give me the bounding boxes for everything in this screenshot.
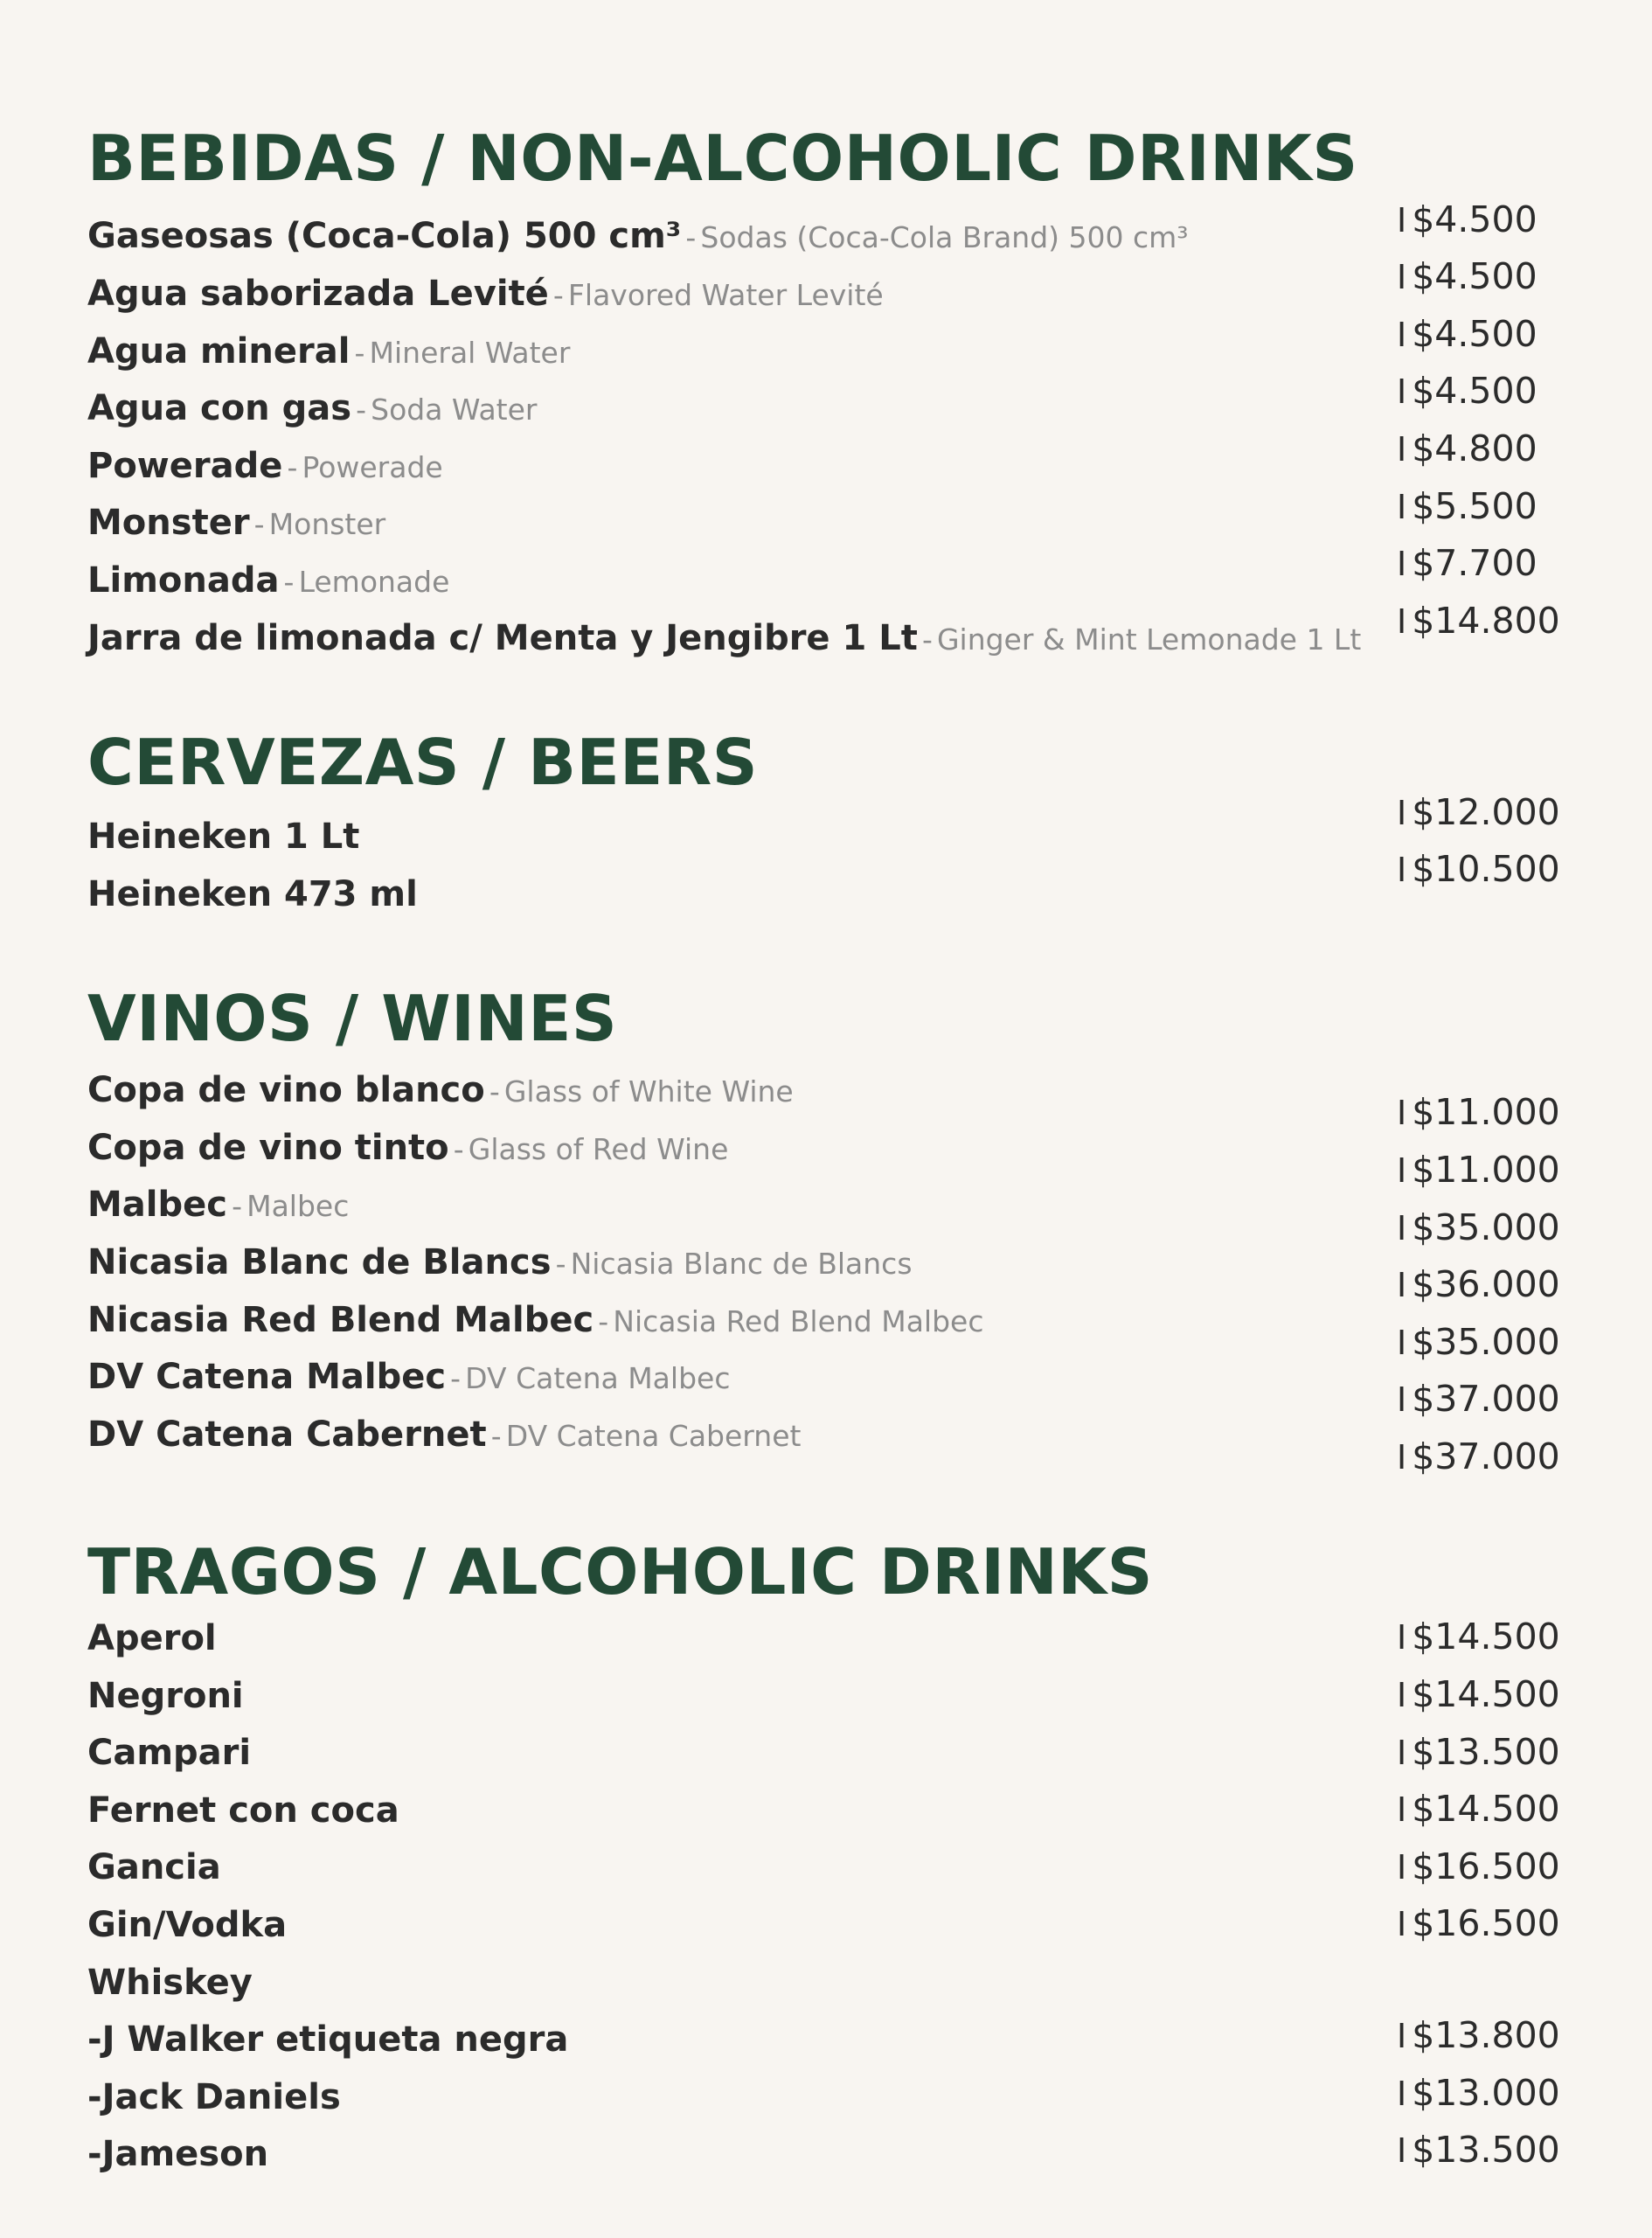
separator: - [253,507,265,541]
menu-item [87,1128,729,1168]
section-heading-bebidas: BEBIDAS / NON-ALCOHOLIC DRINKS [87,122,1358,195]
section-heading-cervezas: CERVEZAS / BEERS [87,726,759,799]
separator: - [453,1132,464,1166]
item-price: I $35.000 [1397,1206,1560,1248]
menu-item [87,274,884,314]
item-price: I $5.500 [1397,485,1537,527]
menu-item [87,1618,217,1658]
item-name: Negroni [87,1676,244,1716]
price-bar: I [1397,1438,1407,1477]
section-heading-vinos: VINOS / WINES [87,982,618,1055]
item-price: I $36.000 [1397,1263,1560,1305]
menu-item [87,1790,399,1831]
separator: - [450,1361,462,1395]
separator: - [356,393,367,427]
item-name: Campari [87,1733,252,1773]
separator: - [555,1247,566,1281]
menu-item [87,2077,341,2117]
price-bar: I [1397,430,1407,469]
item-name: Whiskey [87,1963,253,2003]
item-name: Agua con gas [87,388,352,428]
price-bar: I [1397,1209,1407,1248]
price-bar: I [1397,545,1407,583]
separator: - [552,278,564,312]
item-name: Gancia [87,1847,221,1887]
item-name: DV Catena Malbec [87,1357,447,1397]
item-name: Malbec [87,1185,227,1225]
item-price: I $7.700 [1397,542,1537,584]
item-name: DV Catena Cabernet [87,1414,487,1455]
item-name: Agua saborizada Levité [87,274,549,314]
item-translation: Ginger & Mint Lemonade 1 Lt [936,622,1362,657]
item-translation: Soda Water [371,393,538,427]
item-price: I $4.800 [1397,427,1537,469]
menu-item [87,1185,350,1225]
price-bar: I [1397,1266,1407,1304]
menu-item [87,1300,984,1340]
item-price: I $14.800 [1397,600,1560,642]
item-translation: Sodas (Coca-Cola Brand) 500 cm³ [700,220,1189,254]
item-price: I $16.500 [1397,1902,1560,1944]
item-translation: Nicasia Red Blend Malbec [613,1304,984,1338]
item-price: I $10.500 [1397,848,1560,890]
item-name: Nicasia Red Blend Malbec [87,1300,594,1340]
menu-item [87,1676,244,1716]
menu-item [87,560,450,601]
price-bar: I [1397,1848,1407,1887]
item-price: I $11.000 [1397,1091,1560,1133]
item-price: I $35.000 [1397,1321,1560,1363]
item-translation: Glass of White Wine [503,1074,794,1109]
menu-item [87,1963,253,2003]
item-price: I $4.500 [1397,313,1537,355]
item-translation: Malbec [246,1189,350,1223]
menu-item [87,1414,802,1455]
price-bar: I [1397,1790,1407,1829]
separator: - [354,336,365,370]
item-price: I $13.500 [1397,2129,1560,2171]
price-bar: I [1397,1676,1407,1714]
menu-item [87,331,571,372]
price-bar: I [1397,1324,1407,1362]
menu-item [87,618,1362,658]
item-name: Nicasia Blanc de Blancs [87,1242,552,1282]
price-bar: I [1397,201,1407,240]
item-price: I $14.500 [1397,1616,1560,1658]
price-bar: I [1397,851,1407,889]
item-name: Monster [87,503,250,543]
menu-item [87,388,538,428]
item-price: I $14.500 [1397,1673,1560,1715]
item-name: Heineken 1 Lt [87,817,360,857]
separator: - [685,220,697,254]
menu-item [87,1733,252,1773]
price-bar: I [1397,1618,1407,1657]
item-price: I $4.500 [1397,255,1537,297]
separator: - [598,1304,609,1338]
price-bar: I [1397,794,1407,832]
item-name: Jarra de limonada c/ Menta y Jengibre 1 Lt [87,618,918,658]
price-bar: I [1397,488,1407,526]
item-price: I $16.500 [1397,1845,1560,1887]
item-name: Fernet con coca [87,1790,399,1831]
item-name: -Jameson [87,2134,269,2174]
item-price: I $37.000 [1397,1435,1560,1477]
item-price: I $13.800 [1397,2014,1560,2056]
item-name: -Jack Daniels [87,2077,341,2117]
price-bar: I [1397,258,1407,296]
item-translation: DV Catena Cabernet [505,1419,802,1453]
menu-item [87,1905,288,1945]
item-translation: Glass of Red Wine [468,1132,729,1166]
item-price: I $13.000 [1397,2072,1560,2114]
price-bar: I [1397,1734,1407,1772]
price-bar: I [1397,372,1407,411]
menu-item [87,446,443,486]
section-heading-tragos: TRAGOS / ALCOHOLIC DRINKS [87,1535,1153,1609]
item-translation: Lemonade [298,565,450,599]
item-translation: DV Catena Malbec [465,1361,731,1395]
item-name: -J Walker etiqueta negra [87,2019,569,2060]
price-bar: I [1397,2017,1407,2055]
item-translation: Mineral Water [369,336,571,370]
separator: - [490,1419,502,1453]
item-translation: Monster [268,507,386,541]
item-name: Limonada [87,560,280,601]
menu-item [87,2019,569,2060]
item-price: I $13.500 [1397,1731,1560,1773]
item-translation: Powerade [302,450,443,484]
menu-item [87,817,360,857]
item-name: Powerade [87,446,283,486]
menu-item [87,2134,269,2174]
price-bar: I [1397,2131,1407,2170]
menu-item [87,216,1189,256]
separator: - [489,1074,500,1109]
menu-item [87,1847,221,1887]
price-bar: I [1397,602,1407,641]
separator: - [921,622,933,657]
item-price: I $14.500 [1397,1788,1560,1830]
separator: - [232,1189,242,1223]
price-bar: I [1397,1380,1407,1419]
price-bar: I [1397,1905,1407,1943]
item-name: Gaseosas (Coca-Cola) 500 cm³ [87,216,682,256]
item-price: I $12.000 [1397,791,1560,833]
item-name: Copa de vino blanco [87,1070,485,1110]
item-name: Agua mineral [87,331,351,372]
separator: - [287,450,298,484]
menu-item [87,1357,731,1397]
menu-item [87,1070,794,1110]
menu-item [87,1242,913,1282]
price-bar: I [1397,1151,1407,1190]
price-bar: I [1397,316,1407,354]
item-name: Heineken 473 ml [87,874,418,914]
item-price: I $4.500 [1397,198,1537,240]
price-bar: I [1397,1094,1407,1132]
price-bar: I [1397,2075,1407,2113]
item-price: I $11.000 [1397,1149,1560,1191]
item-name: Aperol [87,1618,217,1658]
item-price: I $37.000 [1397,1378,1560,1420]
menu-item [87,874,418,914]
separator: - [283,565,295,599]
item-price: I $4.500 [1397,370,1537,412]
item-translation: Nicasia Blanc de Blancs [570,1247,913,1281]
item-name: Copa de vino tinto [87,1128,449,1168]
item-name: Gin/Vodka [87,1905,288,1945]
menu-item [87,503,386,543]
item-translation: Flavored Water Levité [567,278,884,312]
